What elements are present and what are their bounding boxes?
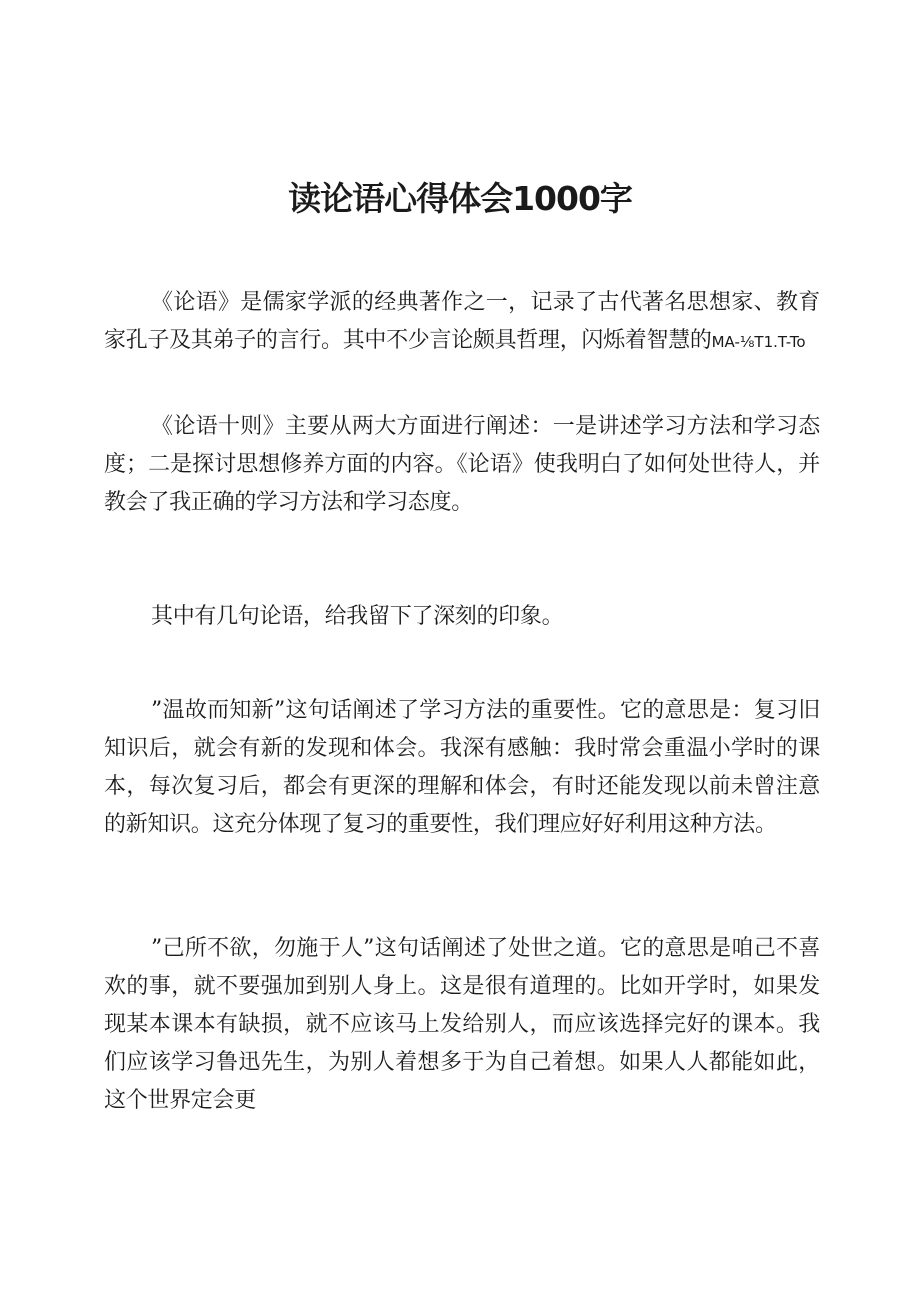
paragraph-1-tail-text: MA-⅛T1.T-To <box>711 333 806 351</box>
document-title: 读论语心得体会1000字 <box>288 179 632 218</box>
paragraph-4: ”温故而知新”这句话阐述了学习方法的重要性。它的意思是：复习旧知识后，就会有新的发现和体会。我深有感触：我时常会重温小学时的课本，每次复习后，都会有更深的理解和体会，有时还能发现以前未曾注意的新知识。这充分体现了复习的重要性，我们理应好好利用这种方法。 <box>104 698 820 837</box>
paragraph-2: 《论语十则》主要从两大方面进行阐述：一是讲述学习方法和学习态度；二是探讨思想修养方面的内容。《论语》使我明白了如何处世待人，并教会了我正确的学习方法和学习态度。 <box>104 414 820 515</box>
paragraph-1-text: 《论语》是儒家学派的经典著作之一，记录了古代著名思想家、教育家孔子及其弟子的言行。其中不少言论颇具哲理，闪烁着智慧的 <box>104 290 820 353</box>
paragraph-1 <box>104 284 820 361</box>
paragraph-5: ”己所不欲，勿施于人”这句话阐述了处世之道。它的意思是咱己不喜欢的事，就不要强加到别人身上。这是很有道理的。比如开学时，如果发现某本课本有缺损，就不应该马上发给别人，而应该选择完好的课本。我们应该学习鲁迅先生，为别人着想多于为自己着想。如果人人都能如此，这个世界定会更 <box>104 936 820 1113</box>
paragraph-3: 其中有几句论语，给我留下了深刻的印象。 <box>151 604 564 629</box>
